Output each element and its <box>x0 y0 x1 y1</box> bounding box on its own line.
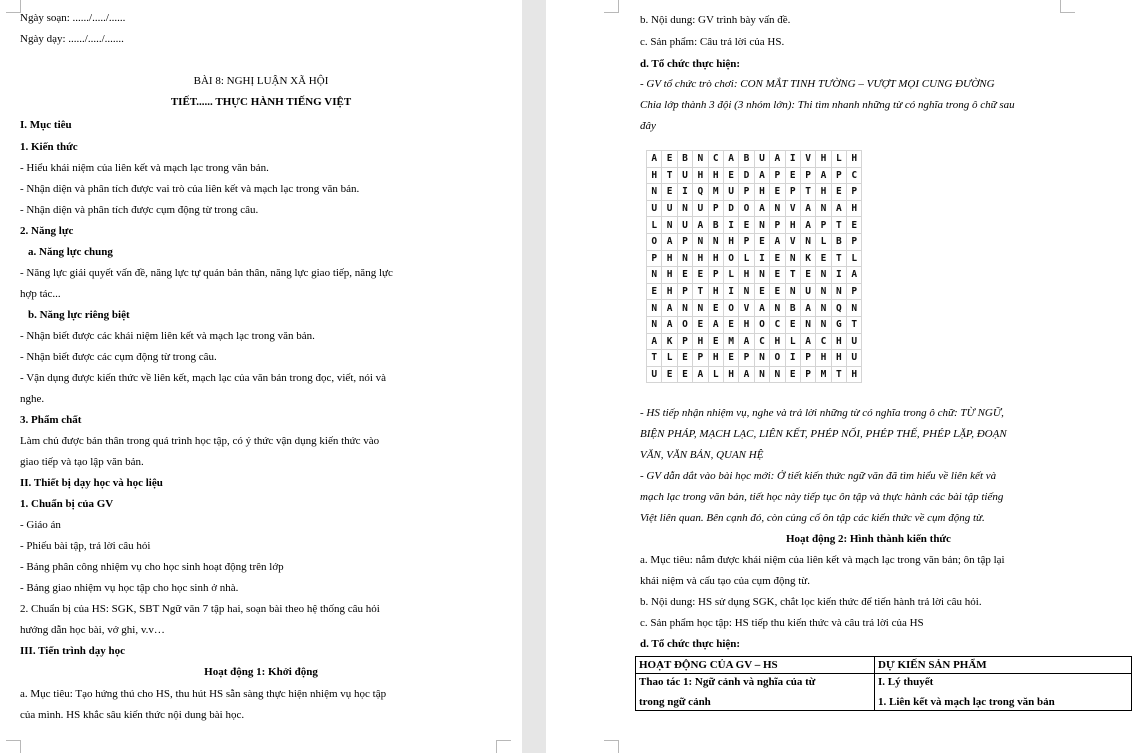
heading-process: III. Tiến trình dạy học <box>20 645 126 657</box>
text-line: của mình. HS khắc sâu kiến thức nội dung bài học. <box>20 709 245 721</box>
grid-cell: E <box>662 366 677 383</box>
grid-cell: P <box>770 217 785 234</box>
grid-cell: H <box>662 267 677 284</box>
grid-cell: E <box>785 167 800 184</box>
text-line: - Nhận diện và phân tích được vai trò của liên kết và mạch lạc trong văn bản. <box>20 183 360 195</box>
grid-cell: N <box>693 151 708 168</box>
grid-cell: H <box>847 151 862 168</box>
grid-cell: B <box>785 300 800 317</box>
grid-cell: E <box>693 316 708 333</box>
grid-cell: L <box>662 350 677 367</box>
grid-cell: L <box>723 267 738 284</box>
grid-cell: O <box>739 200 754 217</box>
heading-knowledge: 1. Kiến thức <box>20 141 78 153</box>
grid-cell: U <box>754 151 769 168</box>
text-line: hướng dẫn học bài, vở ghi, v.v… <box>20 624 165 636</box>
grid-cell: N <box>770 366 785 383</box>
text-line: Làm chủ được bản thân trong quá trình học tập, có ý thức vận dụng kiến thức vào <box>20 435 380 447</box>
text-line: hợp tác... <box>20 288 61 300</box>
text-line: - Vận dụng được kiến thức về liên kết, mạch lạc của văn bản trong đọc, viết, nói và <box>20 372 387 384</box>
grid-cell: O <box>723 250 738 267</box>
grid-cell: P <box>708 200 723 217</box>
grid-cell: I <box>785 151 800 168</box>
grid-cell: A <box>816 167 831 184</box>
grid-row <box>647 333 862 350</box>
text-line: - Năng lực giải quyết vấn đề, năng lực tự quản bản thân, năng lực giao tiếp, năng lực <box>20 267 393 279</box>
grid-cell: O <box>723 300 738 317</box>
grid-cell: I <box>754 250 769 267</box>
grid-cell: H <box>708 250 723 267</box>
grid-cell: N <box>800 316 815 333</box>
grid-cell: P <box>677 333 692 350</box>
grid-cell: E <box>708 300 723 317</box>
grid-cell: A <box>754 167 769 184</box>
grid-cell: A <box>662 300 677 317</box>
table-cell-line: Thao tác 1: Ngữ cảnh và nghĩa của từ <box>639 676 816 688</box>
grid-cell: H <box>831 333 846 350</box>
lesson-title: BÀI 8: NGHỊ LUẬN XÃ HỘI <box>193 75 329 87</box>
grid-cell: H <box>723 366 738 383</box>
grid-row <box>647 267 862 284</box>
grid-cell: E <box>754 233 769 250</box>
grid-cell: L <box>816 233 831 250</box>
grid-row <box>647 366 862 383</box>
grid-cell: H <box>708 167 723 184</box>
grid-cell: H <box>770 333 785 350</box>
grid-cell: A <box>708 316 723 333</box>
grid-cell: P <box>708 267 723 284</box>
grid-cell: E <box>739 217 754 234</box>
grid-cell: C <box>816 333 831 350</box>
table-cell-line: 1. Liên kết và mạch lạc trong văn bản <box>878 696 1055 708</box>
grid-cell: H <box>693 167 708 184</box>
grid-cell: L <box>831 151 846 168</box>
grid-cell: I <box>677 184 692 201</box>
grid-cell: G <box>831 316 846 333</box>
document-page-left <box>0 0 522 753</box>
grid-cell: A <box>693 366 708 383</box>
grid-cell: A <box>800 333 815 350</box>
grid-cell: H <box>847 366 862 383</box>
text-line: - Hiểu khái niệm của liên kết và mạch lạc trong văn bản. <box>20 162 269 174</box>
grid-cell: H <box>662 250 677 267</box>
grid-cell: C <box>754 333 769 350</box>
grid-cell: N <box>693 233 708 250</box>
heading-organization: d. Tổ chức thực hiện: <box>640 58 741 70</box>
heading-qualities: 3. Phẩm chất <box>20 414 82 426</box>
grid-cell: E <box>723 167 738 184</box>
grid-cell: E <box>677 366 692 383</box>
grid-cell: H <box>754 184 769 201</box>
grid-cell: N <box>708 233 723 250</box>
grid-cell: A <box>800 217 815 234</box>
grid-cell: N <box>677 250 692 267</box>
crop-mark <box>604 740 619 753</box>
grid-cell: T <box>785 267 800 284</box>
lesson-subtitle: TIẾT...... THỰC HÀNH TIẾNG VIỆT <box>170 96 352 108</box>
heading-specific-competence: b. Năng lực riêng biệt <box>28 309 130 321</box>
crop-mark <box>1060 0 1075 13</box>
text-line: - GV dẫn dắt vào bài học mới: Ở tiết kiến thức ngữ văn đã tìm hiểu về liên kết và <box>640 470 997 482</box>
grid-cell: N <box>647 184 662 201</box>
grid-cell: A <box>739 333 754 350</box>
date-taught: Ngày dạy: ....../...../....... <box>20 33 124 45</box>
text-line: c. Sản phẩm: Câu trả lời của HS. <box>640 36 785 48</box>
grid-cell: U <box>677 167 692 184</box>
grid-cell: K <box>662 333 677 350</box>
grid-cell: N <box>739 283 754 300</box>
grid-cell: E <box>770 250 785 267</box>
table-header-cell: HOẠT ĐỘNG CỦA GV – HS <box>636 657 875 674</box>
grid-cell: P <box>677 233 692 250</box>
text-line: nghe. <box>20 393 45 405</box>
grid-cell: N <box>754 267 769 284</box>
grid-cell: A <box>754 200 769 217</box>
grid-cell: I <box>785 350 800 367</box>
grid-cell: L <box>739 250 754 267</box>
grid-cell: L <box>708 366 723 383</box>
grid-cell: O <box>770 350 785 367</box>
text-line: a. Mục tiêu: nắm được khái niệm của liên kết và mạch lạc trong văn bản; ôn tập lại <box>640 554 1005 566</box>
grid-cell: P <box>739 233 754 250</box>
grid-cell: H <box>785 217 800 234</box>
grid-cell: N <box>816 316 831 333</box>
heading-general-competence: a. Năng lực chung <box>28 246 113 258</box>
grid-cell: E <box>785 366 800 383</box>
grid-cell: M <box>816 366 831 383</box>
grid-cell: Q <box>693 184 708 201</box>
grid-cell: C <box>847 167 862 184</box>
text-line: - HS tiếp nhận nhiệm vụ, nghe và trả lời những từ có nghĩa trong ô chữ: TỪ NGỮ, <box>640 407 1004 419</box>
grid-cell: T <box>831 217 846 234</box>
grid-row <box>647 300 862 317</box>
grid-cell: H <box>816 350 831 367</box>
grid-cell: C <box>770 316 785 333</box>
grid-cell: P <box>770 167 785 184</box>
heading-equipment: II. Thiết bị dạy học và học liệu <box>20 477 163 489</box>
grid-cell: N <box>816 200 831 217</box>
crop-mark <box>6 740 21 753</box>
grid-row <box>647 167 862 184</box>
grid-cell: M <box>723 333 738 350</box>
grid-cell: H <box>739 267 754 284</box>
table-cell-line: I. Lý thuyết <box>878 676 934 688</box>
grid-cell: N <box>647 267 662 284</box>
grid-cell: U <box>693 200 708 217</box>
grid-cell: B <box>831 233 846 250</box>
text-line: BIỆN PHÁP, MẠCH LẠC, LIÊN KẾT, PHÉP NỐI, PHÉP THẾ, PHÉP LẶP, ĐOẠN <box>640 428 1007 440</box>
grid-cell: P <box>693 350 708 367</box>
grid-cell: E <box>816 250 831 267</box>
grid-cell: I <box>831 267 846 284</box>
grid-cell: N <box>693 300 708 317</box>
grid-cell: N <box>754 366 769 383</box>
grid-cell: E <box>647 283 662 300</box>
grid-row <box>647 184 862 201</box>
grid-cell: N <box>754 217 769 234</box>
grid-cell: I <box>723 217 738 234</box>
grid-cell: E <box>770 267 785 284</box>
grid-row <box>647 200 862 217</box>
grid-cell: A <box>739 366 754 383</box>
grid-cell: E <box>770 283 785 300</box>
grid-cell: P <box>847 184 862 201</box>
grid-cell: U <box>723 184 738 201</box>
grid-cell: B <box>677 151 692 168</box>
grid-cell: A <box>662 233 677 250</box>
table-header-row <box>636 657 1132 674</box>
table-cell <box>875 674 1132 711</box>
grid-cell: H <box>708 350 723 367</box>
grid-cell: T <box>800 184 815 201</box>
activity-table <box>635 656 1132 711</box>
crop-mark <box>496 740 511 753</box>
grid-cell: A <box>647 333 662 350</box>
grid-cell: N <box>816 267 831 284</box>
text-line: - Nhận biết được các khái niệm liên kết và mạch lạc trong văn bản. <box>20 330 315 342</box>
grid-cell: P <box>816 217 831 234</box>
grid-row <box>647 316 862 333</box>
grid-cell: H <box>723 233 738 250</box>
grid-cell: A <box>723 151 738 168</box>
grid-cell: U <box>647 366 662 383</box>
heading-competence: 2. Năng lực <box>20 225 74 237</box>
grid-cell: H <box>647 167 662 184</box>
grid-cell: B <box>708 217 723 234</box>
grid-cell: V <box>785 200 800 217</box>
grid-cell: A <box>800 200 815 217</box>
heading-teacher-prep: 1. Chuẩn bị của GV <box>20 498 114 510</box>
grid-cell: N <box>647 300 662 317</box>
grid-cell: K <box>800 250 815 267</box>
grid-cell: A <box>770 151 785 168</box>
grid-cell: N <box>831 283 846 300</box>
grid-cell: D <box>739 167 754 184</box>
grid-cell: Q <box>831 300 846 317</box>
grid-row <box>647 151 862 168</box>
grid-cell: P <box>847 233 862 250</box>
grid-cell: N <box>770 200 785 217</box>
grid-cell: A <box>847 267 862 284</box>
grid-cell: P <box>785 184 800 201</box>
grid-row <box>647 283 862 300</box>
text-line: giao tiếp và tạo lập văn bản. <box>20 456 144 468</box>
grid-cell: H <box>816 151 831 168</box>
grid-cell: U <box>847 333 862 350</box>
grid-cell: H <box>831 350 846 367</box>
grid-cell: N <box>754 350 769 367</box>
grid-cell: P <box>739 184 754 201</box>
grid-cell: P <box>800 350 815 367</box>
grid-cell: E <box>723 350 738 367</box>
grid-cell: H <box>708 283 723 300</box>
grid-cell: P <box>847 283 862 300</box>
grid-cell: T <box>831 250 846 267</box>
text-line: khái niệm và cấu tạo của cụm động từ. <box>640 575 810 587</box>
heading-activity-2: Hoạt động 2: Hình thành kiến thức <box>786 533 951 545</box>
text-line: mạch lạc trong văn bản, tiết học này tiếp tục ôn tập và thực hành các bài tập tiếng <box>640 491 1004 503</box>
grid-cell: E <box>693 267 708 284</box>
grid-cell: E <box>708 333 723 350</box>
grid-cell: D <box>723 200 738 217</box>
grid-cell: P <box>800 366 815 383</box>
grid-cell: T <box>847 316 862 333</box>
grid-cell: U <box>662 200 677 217</box>
text-line: Chia lớp thành 3 đội (3 nhóm lớn): Thi tìm nhanh những từ có nghĩa trong ô chữ sau <box>640 99 1015 111</box>
text-line: b. Nội dung: GV trình bày vấn đề. <box>640 14 791 26</box>
grid-cell: N <box>800 233 815 250</box>
grid-cell: T <box>693 283 708 300</box>
grid-cell: H <box>662 283 677 300</box>
grid-cell: E <box>754 283 769 300</box>
grid-cell: O <box>647 233 662 250</box>
grid-cell: H <box>693 250 708 267</box>
grid-cell: L <box>785 333 800 350</box>
grid-cell: E <box>800 267 815 284</box>
grid-cell: E <box>723 316 738 333</box>
grid-cell: E <box>770 184 785 201</box>
table-cell <box>636 674 875 711</box>
text-line: - Giáo án <box>20 519 61 531</box>
grid-cell: O <box>677 316 692 333</box>
grid-cell: C <box>708 151 723 168</box>
grid-cell: E <box>662 151 677 168</box>
text-line: b. Nội dung: HS sử dụng SGK, chắt lọc kiến thức để tiến hành trả lời câu hỏi. <box>640 596 982 608</box>
date-prepared: Ngày soạn: ....../...../...... <box>20 12 126 24</box>
grid-cell: H <box>693 333 708 350</box>
grid-cell: N <box>677 300 692 317</box>
text-line: - Phiếu bài tập, trả lời câu hỏi <box>20 540 151 552</box>
grid-cell: E <box>785 316 800 333</box>
grid-cell: U <box>647 200 662 217</box>
grid-cell: E <box>662 184 677 201</box>
grid-cell: P <box>647 250 662 267</box>
table-row <box>636 674 1132 711</box>
grid-cell: B <box>739 151 754 168</box>
grid-cell: N <box>677 200 692 217</box>
grid-cell: A <box>662 316 677 333</box>
grid-cell: H <box>847 200 862 217</box>
text-line: đây <box>640 120 656 132</box>
grid-row <box>647 350 862 367</box>
grid-cell: P <box>831 167 846 184</box>
grid-cell: N <box>785 250 800 267</box>
text-line: VĂN, VĂN BẢN, QUAN HỆ <box>640 449 764 461</box>
grid-cell: U <box>800 283 815 300</box>
grid-cell: E <box>831 184 846 201</box>
text-line: c. Sản phẩm học tập: HS tiếp thu kiến thức và câu trả lời của HS <box>640 617 924 629</box>
grid-cell: V <box>739 300 754 317</box>
grid-row <box>647 217 862 234</box>
grid-cell: A <box>754 300 769 317</box>
text-line: 2. Chuẩn bị của HS: SGK, SBT Ngữ văn 7 tập hai, soạn bài theo hệ thống câu hỏi <box>20 603 380 615</box>
grid-cell: N <box>770 300 785 317</box>
grid-cell: A <box>770 233 785 250</box>
grid-cell: T <box>662 167 677 184</box>
grid-cell: E <box>677 350 692 367</box>
heading-activity-1: Hoạt động 1: Khởi động <box>204 666 318 678</box>
heading-organization: d. Tổ chức thực hiện: <box>640 638 741 650</box>
grid-cell: P <box>800 167 815 184</box>
grid-cell: N <box>647 316 662 333</box>
grid-cell: P <box>739 350 754 367</box>
grid-cell: A <box>831 200 846 217</box>
text-line: - Bảng giao nhiệm vụ học tập cho học sinh ở nhà. <box>20 582 239 594</box>
grid-cell: N <box>785 283 800 300</box>
table-header-cell: DỰ KIẾN SẢN PHẨM <box>875 657 1132 674</box>
grid-cell: H <box>739 316 754 333</box>
grid-cell: T <box>647 350 662 367</box>
text-line: a. Mục tiêu: Tạo hứng thú cho HS, thu hút HS sẵn sàng thực hiện nhiệm vụ học tập <box>20 688 387 700</box>
grid-cell: O <box>754 316 769 333</box>
grid-cell: M <box>708 184 723 201</box>
grid-cell: V <box>800 151 815 168</box>
grid-cell: I <box>723 283 738 300</box>
grid-cell: A <box>693 217 708 234</box>
table-cell-line: trong ngữ cảnh <box>639 696 711 708</box>
text-line: - Bảng phân công nhiệm vụ cho học sinh hoạt động trên lớp <box>20 561 284 573</box>
grid-cell: H <box>816 184 831 201</box>
grid-cell: U <box>677 217 692 234</box>
text-line: - GV tổ chức trò chơi: CON MẮT TINH TƯỜNG – VƯỢT MỌI CUNG ĐƯỜNG <box>640 78 995 90</box>
grid-cell: U <box>847 350 862 367</box>
crop-mark <box>604 0 619 13</box>
grid-cell: A <box>647 151 662 168</box>
word-search-grid <box>646 150 862 383</box>
grid-cell: V <box>785 233 800 250</box>
crop-mark <box>6 0 21 13</box>
heading-objectives: I. Mục tiêu <box>20 119 72 131</box>
grid-cell: N <box>847 300 862 317</box>
text-line: - Nhận biết được các cụm động từ trong câu. <box>20 351 217 363</box>
grid-cell: P <box>677 283 692 300</box>
grid-cell: N <box>816 283 831 300</box>
grid-cell: L <box>647 217 662 234</box>
grid-cell: N <box>816 300 831 317</box>
grid-cell: A <box>800 300 815 317</box>
grid-cell: L <box>847 250 862 267</box>
grid-cell: T <box>831 366 846 383</box>
grid-cell: E <box>677 267 692 284</box>
grid-cell: N <box>662 217 677 234</box>
text-line: Việt liên quan. Bên cạnh đó, còn củng cố ôn tập các kiến thức về cụm động từ. <box>640 512 985 524</box>
grid-cell: E <box>847 217 862 234</box>
grid-row <box>647 233 862 250</box>
text-line: - Nhận diện và phân tích được cụm động từ trong câu. <box>20 204 259 216</box>
grid-row <box>647 250 862 267</box>
